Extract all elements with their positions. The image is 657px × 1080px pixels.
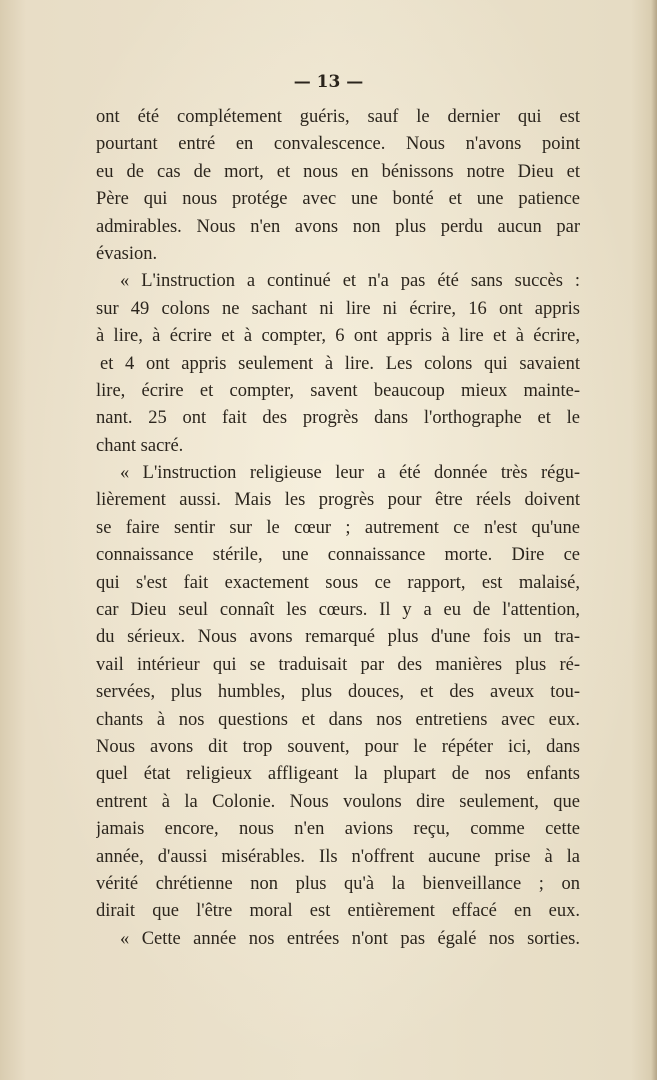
text-line: lire, écrire et compter, savent beaucoup mieux mainte- xyxy=(96,380,580,401)
text-line: sur 49 colons ne sachant ni lire ni écrire, 16 ont appris xyxy=(96,298,580,319)
text-line: dirait que l'être moral est entièrement effacé en eux. xyxy=(96,901,580,922)
body-text xyxy=(96,104,580,953)
text-line: pourtant entré en convalescence. Nous n'avons point xyxy=(96,134,580,155)
text-line: connaissance stérile, une connaissance morte. Dire ce xyxy=(96,545,580,566)
text-line: chants à nos questions et dans nos entretiens avec eux. xyxy=(96,709,580,730)
page-edge-shadow xyxy=(651,0,657,1080)
text-line: et 4 ont appris seulement à lire. Les colons qui savaient xyxy=(100,353,580,374)
text-line: admirables. Nous n'en avons non plus perdu aucun par xyxy=(96,216,580,237)
text-line: vail intérieur qui se traduisait par des manières plus ré- xyxy=(96,654,580,675)
text-line: « Cette année nos entrées n'ont pas égalé nos sorties. xyxy=(120,928,580,949)
text-line: qui s'est fait exactement sous ce rapport, est malaisé, xyxy=(96,572,580,593)
text-line: évasion. xyxy=(96,243,158,264)
text-line: « L'instruction religieuse leur a été donnée très régu- xyxy=(120,463,580,484)
text-line: quel état religieux affligeant la plupart de nos enfants xyxy=(96,764,580,785)
text-line: chant sacré. xyxy=(96,435,184,456)
text-line: se faire sentir sur le cœur ; autrement ce n'est qu'une xyxy=(96,517,580,538)
text-line: jamais encore, nous n'en avions reçu, comme cette xyxy=(96,819,580,840)
text-line: ont été complétement guéris, sauf le dernier qui est xyxy=(96,107,580,127)
text-line: nant. 25 ont fait des progrès dans l'orthographe et le xyxy=(96,408,580,429)
text-line: année, d'aussi misérables. Ils n'offrent aucune prise à la xyxy=(96,846,580,867)
text-line: car Dieu seul connaît les cœurs. Il y a eu de l'attention, xyxy=(96,600,580,621)
text-line: eu de cas de mort, et nous en bénissons notre Dieu et xyxy=(96,161,580,182)
text-line: « L'instruction a continué et n'a pas été sans succès : xyxy=(120,271,580,292)
page-number: — 13 — xyxy=(293,72,364,92)
text-line: Nous avons dit trop souvent, pour le répéter ici, dans xyxy=(96,736,580,757)
text-line: à lire, à écrire et à compter, 6 ont appris à lire et à écrire, xyxy=(96,326,580,347)
text-line: vérité chrétienne non plus qu'à la bienveillance ; on xyxy=(96,873,580,894)
text-line: servées, plus humbles, plus douces, et des aveux tou- xyxy=(96,682,580,703)
text-line: entrent à la Colonie. Nous voulons dire seulement, que xyxy=(96,791,580,812)
text-line: du sérieux. Nous avons remarqué plus d'une fois un tra- xyxy=(96,627,580,648)
text-line: lièrement aussi. Mais les progrès pour être réels doivent xyxy=(96,490,580,511)
text-line: Père qui nous protége avec une bonté et une patience xyxy=(96,189,580,210)
